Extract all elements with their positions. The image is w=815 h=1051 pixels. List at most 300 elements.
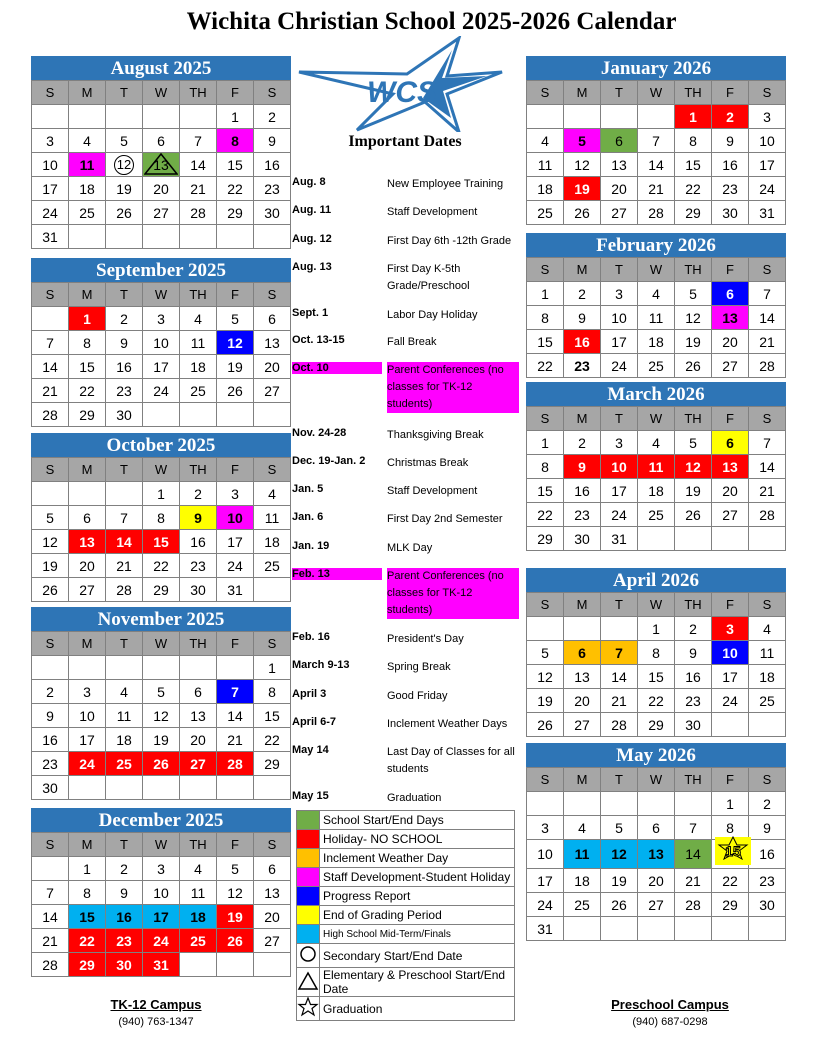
day-of-week-header: F — [712, 258, 749, 282]
day-cell: 10 — [601, 455, 638, 479]
day-of-week-header: M — [69, 632, 106, 656]
week-row — [32, 905, 291, 929]
day-of-week-header: T — [601, 81, 638, 105]
day-cell: 18 — [527, 177, 564, 201]
empty-day-cell — [217, 403, 254, 427]
week-row — [32, 379, 291, 403]
day-cell: 17 — [527, 869, 564, 893]
empty-day-cell — [143, 225, 180, 249]
day-cell: 23 — [106, 929, 143, 953]
week-row — [32, 225, 291, 249]
empty-day-cell — [527, 105, 564, 129]
legend-row — [297, 997, 515, 1021]
day-cell: 25 — [180, 379, 217, 403]
day-cell: 12 — [564, 153, 601, 177]
day-cell: 12 — [527, 665, 564, 689]
day-cell: 8 — [143, 506, 180, 530]
day-cell: 27 — [69, 578, 106, 602]
day-cell: 8 — [254, 680, 291, 704]
empty-day-cell — [180, 776, 217, 800]
day-of-week-header: S — [254, 283, 291, 307]
event-date: Sept. 1 — [292, 307, 329, 319]
day-cell: 28 — [601, 713, 638, 737]
empty-day-cell — [143, 403, 180, 427]
empty-day-cell — [254, 225, 291, 249]
day-cell: 15 — [715, 837, 752, 866]
day-cell: 27 — [254, 929, 291, 953]
day-of-week-header: W — [638, 258, 675, 282]
event-description: Staff Development — [387, 485, 478, 497]
week-row — [527, 330, 786, 354]
legend-row — [297, 887, 515, 906]
day-cell: 20 — [69, 554, 106, 578]
day-cell: 15 — [638, 665, 675, 689]
event-description: Parent Conferences (no classes for TK-12 students) — [387, 568, 519, 619]
day-cell: 26 — [527, 713, 564, 737]
empty-day-cell — [106, 776, 143, 800]
week-row — [527, 893, 786, 917]
day-of-week-header: S — [749, 258, 786, 282]
day-cell: 12 — [217, 331, 254, 355]
day-cell: 14 — [217, 704, 254, 728]
day-of-week-header: T — [601, 407, 638, 431]
day-cell: 2 — [712, 105, 749, 129]
day-cell: 24 — [143, 929, 180, 953]
week-row — [32, 881, 291, 905]
day-cell: 26 — [106, 201, 143, 225]
day-cell: 4 — [106, 680, 143, 704]
day-cell: 2 — [749, 792, 786, 816]
day-of-week-header: TH — [675, 768, 712, 792]
day-cell: 25 — [638, 503, 675, 527]
empty-day-cell — [527, 792, 564, 816]
day-cell: 14 — [32, 355, 69, 379]
day-cell: 4 — [749, 617, 786, 641]
event-date: Feb. 13 — [292, 568, 382, 580]
day-cell: 18 — [180, 905, 217, 929]
day-cell: 24 — [601, 503, 638, 527]
empty-day-cell — [69, 482, 106, 506]
day-cell: 21 — [601, 689, 638, 713]
day-cell: 13 — [69, 530, 106, 554]
month-december-2025 — [31, 808, 291, 977]
month-title: April 2026 — [526, 568, 786, 592]
day-cell: 27 — [712, 354, 749, 378]
day-cell: 7 — [638, 129, 675, 153]
week-row — [527, 840, 786, 869]
event-date: Dec. 19-Jan. 2 — [292, 455, 366, 467]
month-title: May 2026 — [526, 743, 786, 767]
month-august-2025 — [31, 56, 291, 249]
day-cell: 4 — [254, 482, 291, 506]
event-date: April 3 — [292, 688, 327, 700]
day-cell: 25 — [106, 752, 143, 776]
day-cell: 15 — [675, 153, 712, 177]
month-grid — [526, 257, 786, 378]
day-cell: 1 — [69, 857, 106, 881]
day-cell: 14 — [749, 455, 786, 479]
day-of-week-header: W — [143, 458, 180, 482]
empty-day-cell — [601, 792, 638, 816]
empty-day-cell — [106, 656, 143, 680]
day-of-week-header: F — [217, 81, 254, 105]
day-cell: 26 — [675, 354, 712, 378]
day-cell: 4 — [180, 857, 217, 881]
event-description: Fall Break — [387, 336, 437, 348]
day-of-week-header: M — [69, 81, 106, 105]
week-row — [32, 728, 291, 752]
day-cell: 13 — [254, 331, 291, 355]
week-row — [32, 704, 291, 728]
day-cell: 30 — [675, 713, 712, 737]
empty-day-cell — [69, 105, 106, 129]
month-title: December 2025 — [31, 808, 291, 832]
day-cell: 25 — [527, 201, 564, 225]
day-cell: 30 — [180, 578, 217, 602]
day-cell: 1 — [143, 482, 180, 506]
week-row — [527, 282, 786, 306]
empty-day-cell — [564, 617, 601, 641]
empty-day-cell — [217, 953, 254, 977]
legend-swatch — [297, 925, 320, 944]
day-of-week-header: S — [254, 632, 291, 656]
week-row — [32, 482, 291, 506]
day-cell: 3 — [712, 617, 749, 641]
week-row — [32, 929, 291, 953]
month-title: September 2025 — [31, 258, 291, 282]
empty-day-cell — [675, 792, 712, 816]
empty-day-cell — [601, 617, 638, 641]
week-row — [527, 455, 786, 479]
month-grid — [31, 631, 291, 800]
day-cell — [106, 153, 143, 177]
day-cell: 29 — [675, 201, 712, 225]
day-cell: 14 — [601, 665, 638, 689]
empty-day-cell — [217, 656, 254, 680]
day-cell: 16 — [712, 153, 749, 177]
day-cell: 4 — [180, 307, 217, 331]
day-cell: 30 — [749, 893, 786, 917]
week-row — [527, 869, 786, 893]
circle-icon: 12 — [114, 155, 134, 175]
day-cell: 28 — [32, 953, 69, 977]
month-may-2026 — [526, 743, 786, 941]
day-cell: 27 — [601, 201, 638, 225]
day-cell: 3 — [32, 129, 69, 153]
day-cell: 11 — [254, 506, 291, 530]
day-cell: 16 — [254, 153, 291, 177]
week-row — [527, 479, 786, 503]
month-september-2025 — [31, 258, 291, 427]
week-row — [32, 129, 291, 153]
empty-day-cell — [749, 917, 786, 941]
legend-label: School Start/End Days — [320, 811, 515, 830]
day-cell: 26 — [32, 578, 69, 602]
empty-day-cell — [638, 792, 675, 816]
day-cell: 16 — [749, 840, 786, 869]
day-cell: 1 — [527, 282, 564, 306]
week-row — [32, 403, 291, 427]
event-description: Thanksgiving Break — [387, 429, 484, 441]
day-cell: 13 — [638, 840, 675, 869]
week-row — [32, 355, 291, 379]
day-cell: 21 — [32, 929, 69, 953]
day-cell: 26 — [217, 379, 254, 403]
campus-name: Preschool Campus — [611, 997, 729, 1012]
day-cell: 24 — [217, 554, 254, 578]
week-row — [527, 153, 786, 177]
day-cell: 29 — [712, 893, 749, 917]
day-cell: 6 — [254, 307, 291, 331]
day-cell: 26 — [143, 752, 180, 776]
day-cell: 15 — [527, 479, 564, 503]
day-of-week-header: M — [564, 593, 601, 617]
empty-day-cell — [638, 917, 675, 941]
day-cell: 8 — [675, 129, 712, 153]
day-of-week-header: F — [217, 833, 254, 857]
empty-day-cell — [32, 105, 69, 129]
month-march-2026 — [526, 382, 786, 551]
day-of-week-header: F — [712, 81, 749, 105]
day-of-week-header: TH — [675, 407, 712, 431]
day-cell: 18 — [749, 665, 786, 689]
day-cell: 17 — [32, 177, 69, 201]
day-cell: 11 — [564, 840, 601, 869]
day-of-week-header: T — [106, 81, 143, 105]
month-title: January 2026 — [526, 56, 786, 80]
triangle-icon — [297, 968, 320, 997]
day-of-week-header: S — [749, 81, 786, 105]
day-cell: 2 — [564, 282, 601, 306]
day-cell: 7 — [180, 129, 217, 153]
day-cell: 7 — [217, 680, 254, 704]
event-description: Good Friday — [387, 690, 448, 702]
day-cell: 6 — [712, 282, 749, 306]
empty-day-cell — [69, 656, 106, 680]
event-date: March 9-13 — [292, 659, 350, 671]
day-cell: 31 — [143, 953, 180, 977]
event-description: Parent Conferences (no classes for TK-12 students) — [387, 362, 519, 413]
day-cell: 31 — [749, 201, 786, 225]
week-row — [32, 530, 291, 554]
event-date: Aug. 12 — [292, 233, 332, 245]
day-of-week-header: T — [601, 258, 638, 282]
week-row — [32, 776, 291, 800]
day-cell: 6 — [143, 129, 180, 153]
legend-swatch — [297, 868, 320, 887]
day-cell: 22 — [527, 503, 564, 527]
day-cell: 23 — [675, 689, 712, 713]
event-description: Staff Development — [387, 206, 478, 218]
day-cell: 25 — [254, 554, 291, 578]
day-of-week-header: W — [638, 407, 675, 431]
event-description: First Day K-5th Grade/Preschool — [387, 263, 470, 292]
legend-swatch — [297, 811, 320, 830]
event-description: Graduation — [387, 792, 442, 804]
empty-day-cell — [180, 105, 217, 129]
day-cell: 8 — [69, 331, 106, 355]
day-cell: 18 — [180, 355, 217, 379]
empty-day-cell — [638, 105, 675, 129]
day-cell: 4 — [69, 129, 106, 153]
day-cell: 23 — [564, 354, 601, 378]
day-cell: 15 — [527, 330, 564, 354]
day-cell: 7 — [601, 641, 638, 665]
legend-label: Inclement Weather Day — [320, 849, 515, 868]
legend-label: Holiday- NO SCHOOL — [320, 830, 515, 849]
event-description: Last Day of Classes for all students — [387, 746, 515, 775]
day-cell: 3 — [749, 105, 786, 129]
day-cell: 24 — [69, 752, 106, 776]
day-cell: 30 — [564, 527, 601, 551]
day-cell: 13 — [712, 455, 749, 479]
day-of-week-header: S — [749, 768, 786, 792]
day-cell: 21 — [675, 869, 712, 893]
day-cell: 13 — [143, 153, 180, 177]
week-row — [32, 105, 291, 129]
day-of-week-header: M — [564, 258, 601, 282]
day-cell: 5 — [217, 857, 254, 881]
day-of-week-header: TH — [675, 593, 712, 617]
legend-swatch — [297, 887, 320, 906]
day-cell: 16 — [106, 355, 143, 379]
day-cell: 28 — [675, 893, 712, 917]
day-cell: 11 — [749, 641, 786, 665]
day-cell: 21 — [32, 379, 69, 403]
day-cell: 28 — [106, 578, 143, 602]
event-date: Jan. 5 — [292, 483, 324, 495]
day-cell: 9 — [675, 641, 712, 665]
day-cell: 12 — [601, 840, 638, 869]
day-cell: 18 — [564, 869, 601, 893]
day-cell: 14 — [675, 840, 712, 869]
day-cell: 2 — [254, 105, 291, 129]
month-grid — [31, 282, 291, 427]
day-cell: 8 — [527, 306, 564, 330]
event-description: Inclement Weather Days — [387, 718, 508, 730]
day-cell: 8 — [527, 455, 564, 479]
day-of-week-header: M — [69, 283, 106, 307]
day-cell: 31 — [32, 225, 69, 249]
day-cell: 2 — [180, 482, 217, 506]
day-cell: 27 — [564, 713, 601, 737]
empty-day-cell — [712, 917, 749, 941]
day-cell: 21 — [106, 554, 143, 578]
day-cell: 5 — [527, 641, 564, 665]
day-cell: 11 — [638, 306, 675, 330]
day-cell: 13 — [712, 306, 749, 330]
day-cell: 27 — [254, 379, 291, 403]
day-cell: 25 — [180, 929, 217, 953]
day-cell: 29 — [69, 953, 106, 977]
day-cell: 7 — [106, 506, 143, 530]
day-cell: 31 — [527, 917, 564, 941]
day-cell: 29 — [254, 752, 291, 776]
day-cell: 3 — [601, 282, 638, 306]
day-cell: 19 — [143, 728, 180, 752]
tk12-campus — [86, 997, 226, 1028]
empty-day-cell — [638, 527, 675, 551]
day-cell: 10 — [527, 840, 564, 869]
day-cell: 24 — [143, 379, 180, 403]
day-cell: 20 — [564, 689, 601, 713]
empty-day-cell — [32, 857, 69, 881]
week-row — [527, 177, 786, 201]
day-cell: 24 — [527, 893, 564, 917]
week-row — [527, 354, 786, 378]
day-cell: 13 — [180, 704, 217, 728]
day-cell: 10 — [712, 641, 749, 665]
day-of-week-header: W — [638, 593, 675, 617]
day-cell: 16 — [180, 530, 217, 554]
day-of-week-header: S — [254, 81, 291, 105]
day-cell: 2 — [564, 431, 601, 455]
day-cell: 21 — [638, 177, 675, 201]
event-date: Aug. 13 — [292, 261, 332, 273]
day-of-week-header: S — [527, 593, 564, 617]
event-date: May 14 — [292, 744, 329, 756]
day-cell: 30 — [106, 403, 143, 427]
day-of-week-header: S — [32, 458, 69, 482]
day-of-week-header: S — [527, 81, 564, 105]
day-cell: 11 — [638, 455, 675, 479]
day-cell: 10 — [749, 129, 786, 153]
day-cell: 30 — [32, 776, 69, 800]
empty-day-cell — [106, 482, 143, 506]
day-cell: 1 — [638, 617, 675, 641]
legend-swatch — [297, 830, 320, 849]
day-cell: 11 — [527, 153, 564, 177]
week-row — [527, 527, 786, 551]
day-cell: 22 — [638, 689, 675, 713]
day-cell: 1 — [675, 105, 712, 129]
day-cell: 10 — [217, 506, 254, 530]
day-cell: 4 — [564, 816, 601, 840]
day-cell: 12 — [675, 455, 712, 479]
month-february-2026 — [526, 233, 786, 378]
day-cell: 22 — [254, 728, 291, 752]
day-cell: 20 — [601, 177, 638, 201]
week-row — [527, 641, 786, 665]
day-cell: 28 — [217, 752, 254, 776]
day-cell: 19 — [106, 177, 143, 201]
day-cell: 7 — [32, 881, 69, 905]
day-cell: 9 — [749, 816, 786, 840]
day-cell: 14 — [180, 153, 217, 177]
event-date: April 6-7 — [292, 716, 337, 728]
day-cell: 2 — [32, 680, 69, 704]
day-of-week-header: T — [106, 632, 143, 656]
empty-day-cell — [69, 225, 106, 249]
page-title: Wichita Christian School 2025-2026 Calendar — [186, 8, 677, 35]
day-of-week-header: S — [32, 81, 69, 105]
event-date: Aug. 11 — [292, 204, 332, 216]
empty-day-cell — [675, 917, 712, 941]
day-cell: 29 — [638, 713, 675, 737]
week-row — [527, 617, 786, 641]
campus-phone: (940) 687-0298 — [632, 1016, 708, 1028]
day-cell: 20 — [638, 869, 675, 893]
day-of-week-header: W — [143, 81, 180, 105]
legend-label: Staff Development-Student Holiday — [320, 868, 515, 887]
day-cell: 15 — [69, 905, 106, 929]
day-of-week-header: M — [69, 833, 106, 857]
empty-day-cell — [601, 105, 638, 129]
day-cell: 3 — [143, 307, 180, 331]
event-description: Christmas Break — [387, 457, 469, 469]
legend-label: High School Mid-Term/Finals — [320, 925, 515, 944]
day-cell: 14 — [638, 153, 675, 177]
